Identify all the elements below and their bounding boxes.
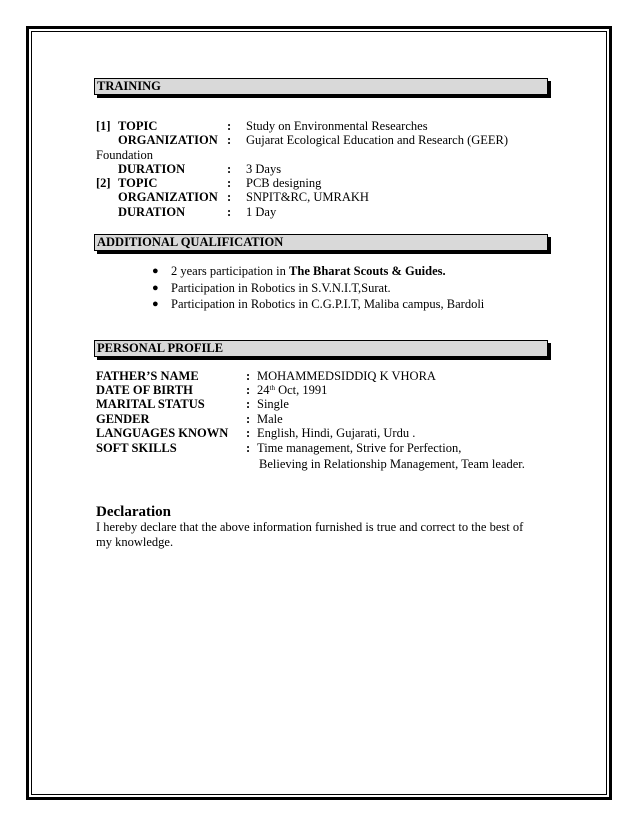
training-item2-duration-label: DURATION: [118, 205, 186, 219]
training-item1-number: [1]: [96, 119, 111, 133]
training-item2-topic-label: TOPIC: [118, 176, 158, 190]
additional-section-header: [94, 234, 548, 251]
dob-label: DATE OF BIRTH: [96, 383, 193, 397]
profile-colon: :: [246, 426, 251, 440]
gender-value: Male: [257, 412, 283, 426]
bullet-icon: ●: [152, 298, 159, 310]
profile-colon: :: [246, 397, 251, 411]
languages-label: LANGUAGES KNOWN: [96, 426, 229, 440]
training-item2-topic: PCB designing: [246, 176, 322, 190]
training-colon: :: [227, 190, 232, 204]
training-item2-number: [2]: [96, 176, 111, 190]
marital-status-value: Single: [257, 397, 289, 411]
profile-colon: :: [246, 383, 251, 397]
languages-value: English, Hindi, Gujarati, Urdu .: [257, 426, 416, 440]
training-colon: :: [227, 162, 232, 176]
bullet-icon: ●: [152, 265, 159, 277]
training-item2-org-label: ORGANIZATION: [118, 190, 218, 204]
profile-colon: :: [246, 441, 251, 455]
profile-colon: :: [246, 412, 251, 426]
list-item: Participation in Robotics in S.V.N.I.T,Surat.: [171, 281, 391, 295]
training-item1-org-continued: Foundation: [96, 148, 153, 162]
training-colon: :: [227, 119, 232, 133]
fathers-name-label: FATHER’S NAME: [96, 369, 199, 383]
dob-suffix: th: [269, 384, 275, 392]
list-item-emphasis: The Bharat Scouts & Guides.: [289, 264, 446, 278]
marital-status-label: MARITAL STATUS: [96, 397, 205, 411]
declaration-text-line2: my knowledge.: [96, 535, 174, 549]
training-item1-topic-label: TOPIC: [118, 119, 158, 133]
soft-skills-value-line2: Believing in Relationship Management, Team leader.: [259, 457, 525, 471]
training-colon: :: [227, 205, 232, 219]
training-item1-org-label: ORGANIZATION: [118, 133, 218, 147]
training-item1-duration: 3 Days: [246, 162, 282, 176]
declaration-title: Declaration: [96, 504, 171, 520]
list-item-text: 2 years participation in: [171, 264, 290, 278]
training-item1-org: Gujarat Ecological Education and Research (GEER): [246, 133, 509, 147]
declaration-text-line1: I hereby declare that the above information furnished is true and correct to the best of: [96, 520, 524, 534]
gender-label: GENDER: [96, 412, 150, 426]
dob-day: 24: [257, 383, 270, 397]
list-item: Participation in Robotics in C.G.P.I.T, Maliba campus, Bardoli: [171, 297, 485, 311]
soft-skills-label: SOFT SKILLS: [96, 441, 177, 455]
profile-section-header: [94, 340, 548, 357]
training-item2-org: SNPIT&RC, UMRAKH: [246, 190, 369, 204]
training-colon: :: [227, 176, 232, 190]
training-heading: TRAINING: [97, 79, 161, 93]
dob-value: [257, 383, 327, 397]
profile-colon: :: [246, 369, 251, 383]
training-item1-duration-label: DURATION: [118, 162, 186, 176]
additional-heading: ADDITIONAL QUALIFICATION: [97, 235, 284, 249]
fathers-name-value: MOHAMMEDSIDDIQ K VHORA: [257, 369, 436, 383]
training-item2-duration: 1 Day: [246, 205, 277, 219]
training-colon: :: [227, 133, 232, 147]
training-section-header: [94, 78, 548, 95]
bullet-icon: ●: [152, 282, 159, 294]
training-item1-topic: Study on Environmental Researches: [246, 119, 428, 133]
profile-heading: PERSONAL PROFILE: [97, 341, 224, 355]
list-item: [171, 264, 446, 278]
soft-skills-value-line1: Time management, Strive for Perfection,: [257, 441, 462, 455]
dob-month-year: Oct, 1991: [274, 383, 328, 397]
